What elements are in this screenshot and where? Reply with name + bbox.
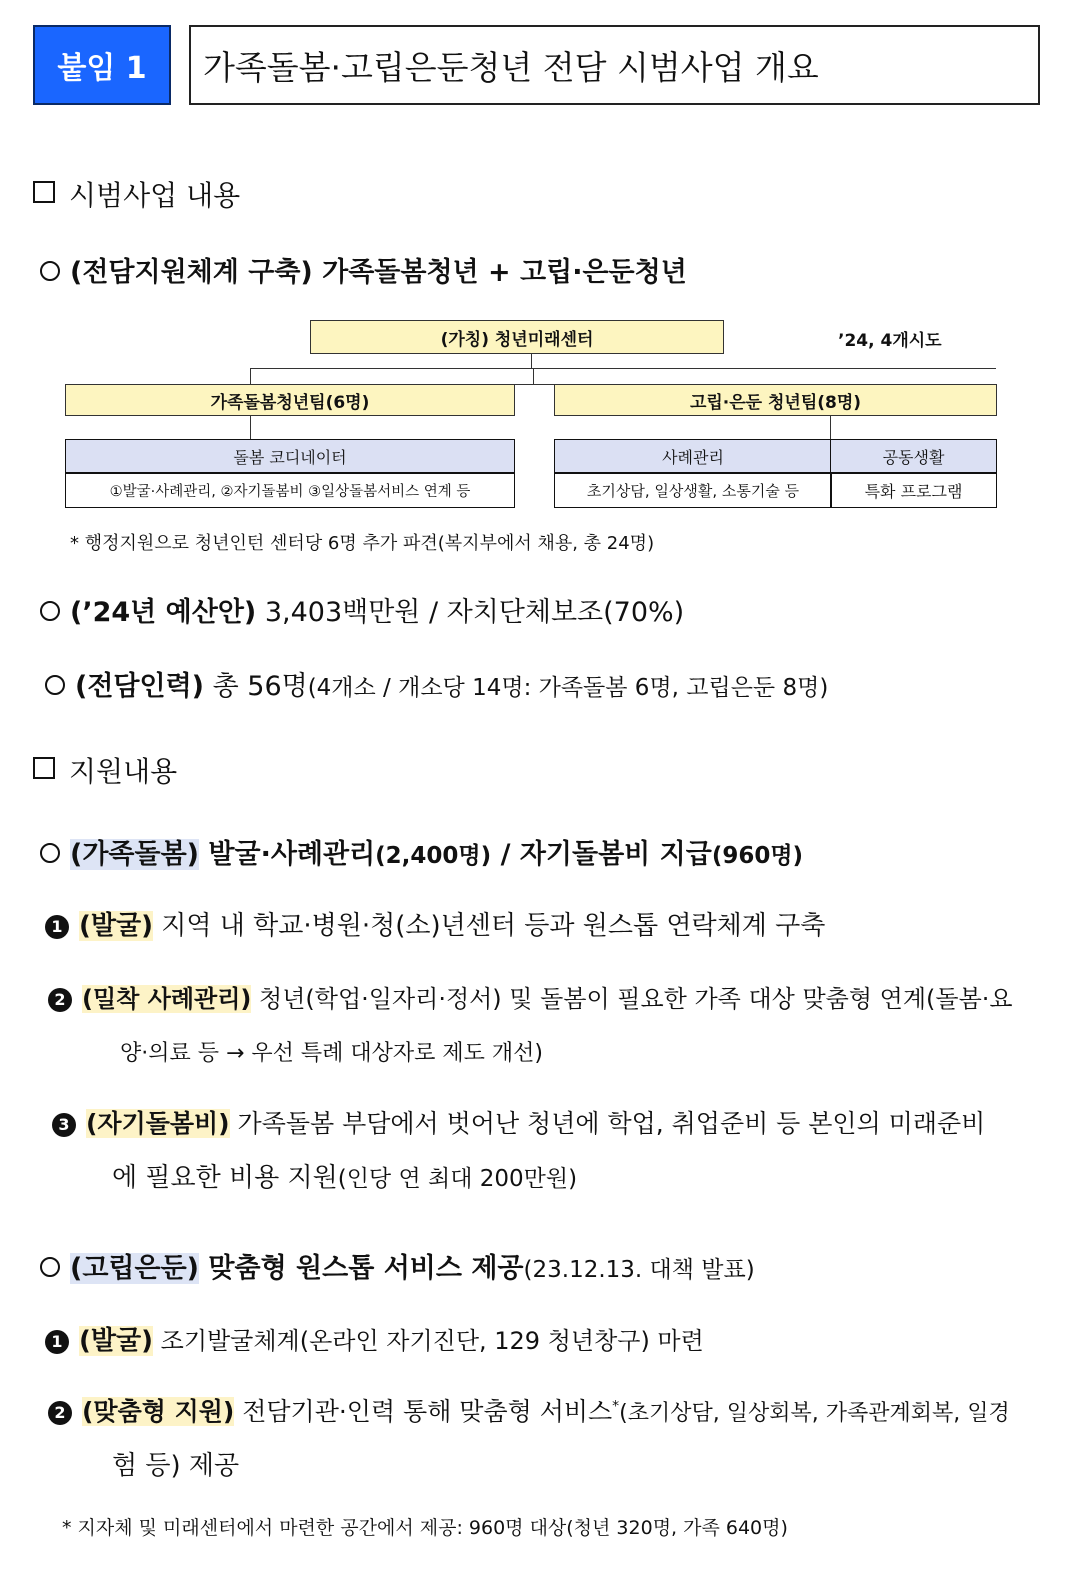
connector — [531, 354, 532, 368]
attachment-tag: 붙임 1 — [33, 25, 171, 105]
page-title: 가족돌봄·고립은둔청년 전담 시범사업 개요 — [189, 25, 1040, 105]
section1-heading: 시범사업 내용 — [33, 174, 240, 214]
org-right-header-2: 공동생활 — [830, 439, 997, 474]
family-care-item: (가족돌봄) 발굴·사례관리(2,400명) / 자기돌봄비 지급(960명) — [40, 832, 803, 871]
isolated-point-2: 2 (맞춤형 지원) 전담기관·인력 통해 맞춤형 서비스*(초기상담, 일상회복, 가족관계회복, 일경 — [48, 1392, 1010, 1428]
square-bullet-icon — [33, 181, 55, 203]
isolated-point-2-cont: 험 등) 제공 — [112, 1451, 240, 1481]
connector — [533, 368, 534, 384]
org-right-body-1: 초기상담, 일상생활, 소통기술 등 — [554, 472, 832, 508]
isolated-footnote: * 지자체 및 미래센터에서 마련한 공간에서 제공: 960명 대상(청년 320명, 가족 640명) — [62, 1517, 788, 1539]
org-top-center: (가칭) 청년미래센터 — [310, 320, 724, 354]
org-left-body: ①발굴·사례관리, ②자기돌봄비 ③일상돌봄서비스 연계 등 — [65, 472, 515, 508]
connector — [250, 368, 996, 369]
section2-heading: 지원내용 — [33, 750, 177, 790]
org-right-team: 고립·은둔 청년팀(8명) — [554, 384, 997, 416]
family-point-2: 2 (밀착 사례관리) 청년(학업·일자리·정서) 및 돌봄이 필요한 가족 대상 맞춤형 연계(돌봄·요 — [48, 979, 1013, 1014]
connector — [250, 368, 251, 384]
circle-bullet-icon — [40, 843, 60, 863]
circle-bullet-icon — [45, 675, 65, 695]
family-point-1: 1 (발굴) 지역 내 학교·병원·청(소)년센터 등과 원스톱 연락체계 구축 — [45, 905, 825, 942]
org-footnote: * 행정지원으로 청년인턴 센터당 6명 추가 파견(복지부에서 채용, 총 24명) — [70, 533, 655, 554]
org-right-header-1: 사례관리 — [554, 439, 832, 474]
number-bullet-icon: 2 — [48, 1401, 72, 1425]
isolated-youth-item: (고립은둔) 맞춤형 원스톱 서비스 제공(23.12.13. 대책 발표) — [40, 1246, 755, 1285]
item-support-system: (전담지원체계 구축) 가족돌봄청년 + 고립·은둔청년 — [40, 250, 687, 289]
circle-bullet-icon — [40, 261, 60, 281]
family-point-3-cont: 에 필요한 비용 지원(인당 연 최대 200만원) — [112, 1163, 578, 1193]
connector — [250, 416, 251, 439]
family-point-2-cont: 양·의료 등 → 우선 특례 대상자로 제도 개선) — [120, 1041, 543, 1066]
org-note-right: ’24, 4개시도 — [838, 331, 942, 351]
org-left-team: 가족돌봄청년팀(6명) — [65, 384, 515, 416]
connector — [830, 416, 831, 439]
org-right-body-2: 특화 프로그램 — [830, 472, 997, 508]
connector — [514, 384, 554, 385]
number-bullet-icon: 3 — [52, 1113, 76, 1137]
number-bullet-icon: 2 — [48, 988, 72, 1012]
org-left-header: 돌봄 코디네이터 — [65, 439, 515, 474]
number-bullet-icon: 1 — [45, 1330, 69, 1354]
item-staff: (전담인력) 총 56명(4개소 / 개소당 14명: 가족돌봄 6명, 고립은둔 8명) — [45, 664, 828, 703]
number-bullet-icon: 1 — [45, 915, 69, 939]
isolated-point-1: 1 (발굴) 조기발굴체계(온라인 자기진단, 129 청년창구) 마련 — [45, 1320, 704, 1357]
square-bullet-icon — [33, 757, 55, 779]
circle-bullet-icon — [40, 601, 60, 621]
family-point-3: 3 (자기돌봄비) 가족돌봄 부담에서 벗어난 청년에 학업, 취업준비 등 본인의 미래준비 — [52, 1104, 985, 1140]
item-budget: (’24년 예산안) 3,403백만원 / 자치단체보조(70%) — [40, 590, 684, 629]
circle-bullet-icon — [40, 1257, 60, 1277]
